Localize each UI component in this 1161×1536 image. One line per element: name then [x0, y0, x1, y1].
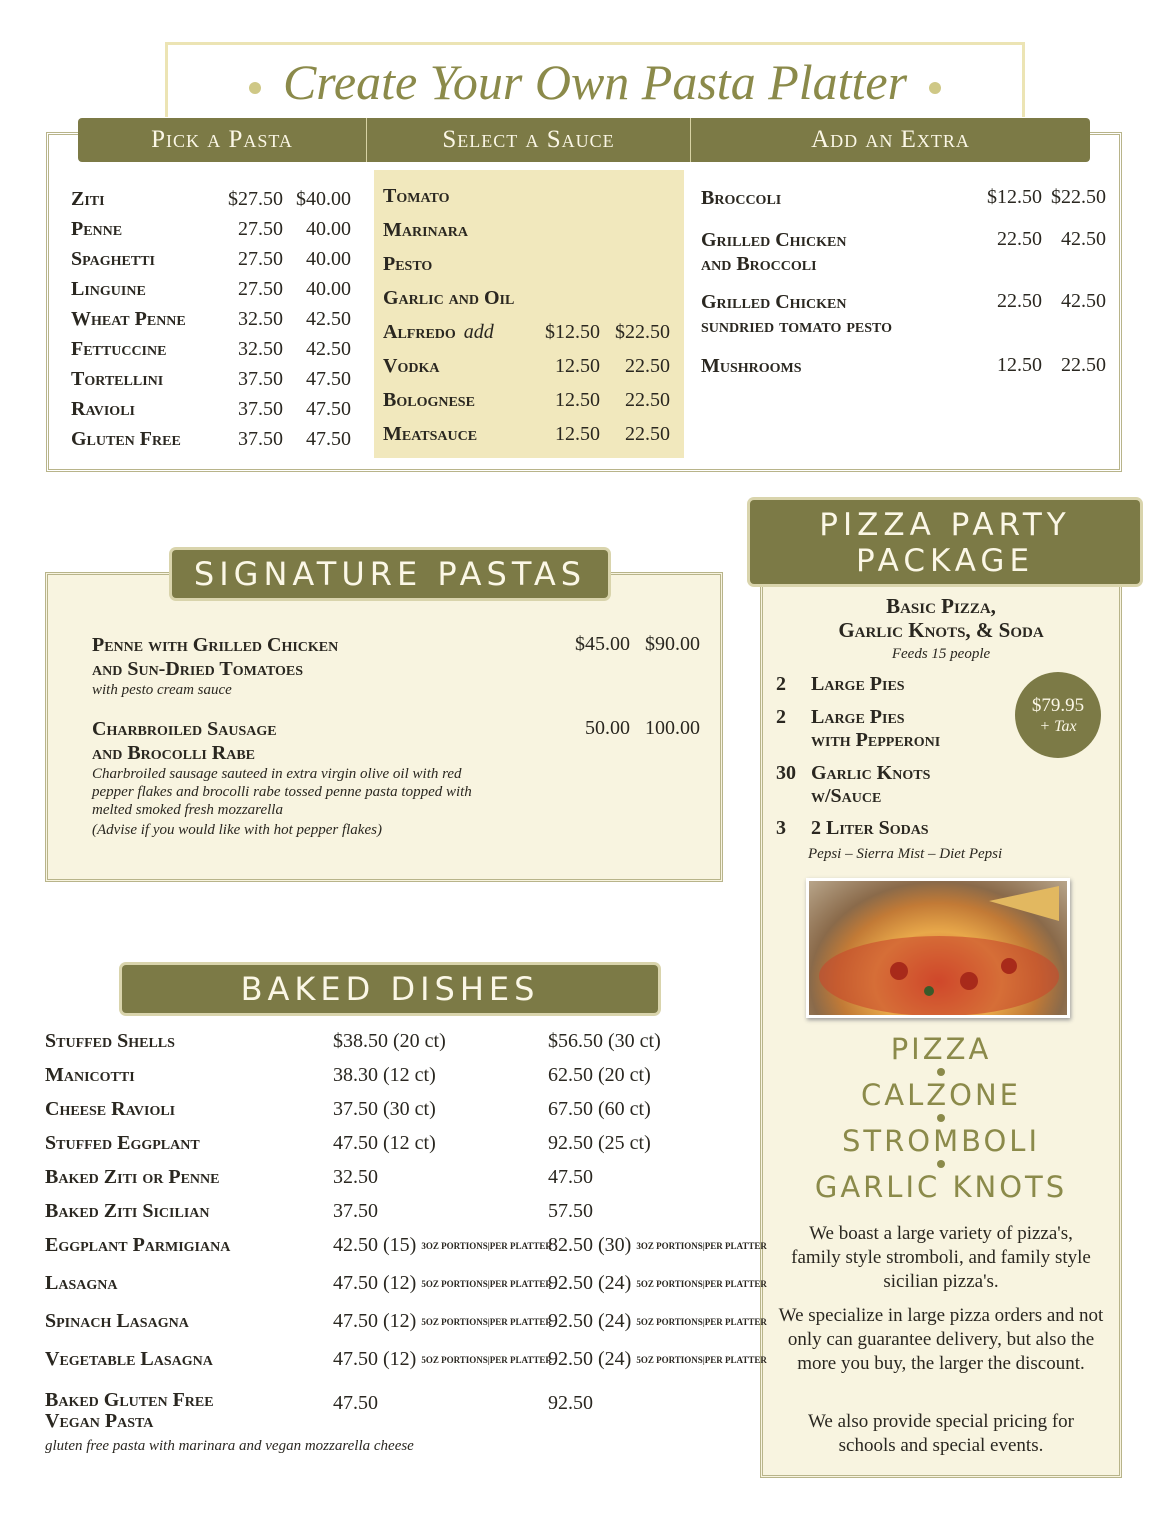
- sauce-name: [383, 355, 439, 378]
- word-stromboli: STROMBOLI: [841, 1124, 1041, 1158]
- extra-name: [701, 354, 802, 378]
- pasta-price-large: 47.50: [306, 368, 351, 390]
- price-text: $56.50 (30 ct): [548, 1030, 661, 1052]
- price-text: 67.50 (60 ct): [548, 1098, 651, 1120]
- pasta-price-large: 40.00: [306, 278, 351, 300]
- item-qty: 3: [776, 817, 786, 839]
- sauce-name: [383, 423, 477, 446]
- price-text: $38.50 (20 ct): [333, 1030, 446, 1052]
- baked-dish-name: Eggplant Parmigiana: [45, 1234, 231, 1256]
- baked-price: [333, 1200, 378, 1223]
- item-line1: Large Pies: [811, 673, 905, 695]
- item-qty: 30: [776, 762, 796, 784]
- sauce-label: Garlic and Oil: [383, 287, 515, 309]
- price-text: 92.50 (24): [548, 1348, 632, 1370]
- baked-dish-name: Manicotti: [45, 1064, 135, 1086]
- header-add-extra: Add an Extra: [690, 118, 1090, 162]
- signature-price-1: $45.00: [575, 633, 630, 655]
- sauce-price-small: 12.50: [555, 355, 600, 377]
- portion-note: 5OZ PORTIONS|PER PLATTER: [636, 1355, 767, 1366]
- baked-price: [333, 1272, 552, 1295]
- signature-price-2: 100.00: [645, 717, 700, 739]
- pizza-title-2: PACKAGE: [855, 543, 1035, 579]
- baked-price: [548, 1310, 767, 1333]
- price-text: 92.50 (24): [548, 1310, 632, 1332]
- baked-price: [548, 1098, 651, 1121]
- item-line1: Large Pies: [811, 706, 905, 728]
- bullet-icon: [937, 1114, 945, 1122]
- pasta-price-large: $40.00: [296, 188, 351, 210]
- sauce-price-small: $12.50: [545, 321, 600, 343]
- pizza-words: [760, 1032, 1122, 1204]
- portion-note: 3OZ PORTIONS|PER PLATTER: [636, 1241, 767, 1252]
- gf-name-line2: Vegan Pasta: [45, 1410, 154, 1432]
- word-calzone: CALZONE: [861, 1078, 1021, 1112]
- sauce-label: Pesto: [383, 253, 433, 275]
- price-text: 82.50 (30): [548, 1234, 632, 1256]
- sauce-panel: [374, 170, 684, 458]
- extra-line1: Mushrooms: [701, 355, 802, 377]
- pasta-price-small: 32.50: [238, 308, 283, 330]
- pizza-paragraph-2: We specialize in large pizza orders and not only can guarantee delivery, but also the more you buy, the larger the discount.: [778, 1305, 1104, 1374]
- pasta-price-large: 40.00: [306, 248, 351, 270]
- extra-price-large: 22.50: [1061, 354, 1106, 376]
- baked-price: [548, 1234, 767, 1257]
- pasta-name: Gluten Free: [71, 428, 181, 450]
- name-line1: Penne with Grilled Chicken: [92, 634, 339, 656]
- sauce-label: Meatsauce: [383, 423, 478, 445]
- baked-dish-name: Baked Ziti Sicilian: [45, 1200, 210, 1222]
- gf-price-2: 92.50: [548, 1392, 593, 1414]
- baked-price: [548, 1030, 661, 1053]
- pasta-price-large: 42.50: [306, 308, 351, 330]
- item-name: [811, 706, 940, 752]
- pasta-price-small: 27.50: [238, 248, 283, 270]
- extra-price-small: 22.50: [997, 290, 1042, 312]
- price-text: 32.50: [333, 1166, 378, 1188]
- signature-item-desc: with pesto cream sauce: [92, 682, 232, 698]
- extra-price-large: 42.50: [1061, 228, 1106, 250]
- portion-note: 5OZ PORTIONS|PER PLATTER: [636, 1317, 767, 1328]
- baked-dishes-header: BAKED DISHES: [122, 965, 658, 1013]
- signature-item-name: [92, 717, 277, 765]
- portion-note: 5OZ PORTIONS|PER PLATTER: [636, 1279, 767, 1290]
- item-line1: Garlic Knots: [811, 762, 931, 784]
- sauce-price-large: 22.50: [625, 355, 670, 377]
- baked-price: [548, 1132, 651, 1155]
- bullet-icon: [249, 82, 261, 94]
- sauce-name: [383, 185, 450, 208]
- price-text: 47.50 (12): [333, 1348, 417, 1370]
- extra-line1: Broccoli: [701, 187, 782, 209]
- header-pick-pasta: Pick a Pasta: [151, 126, 293, 153]
- pasta-price-small: 32.50: [238, 338, 283, 360]
- extra-price-small: 12.50: [997, 354, 1042, 376]
- baked-price: [333, 1348, 552, 1371]
- name-line1: Charbroiled Sausage: [92, 718, 277, 740]
- baked-price: [548, 1200, 593, 1223]
- gf-price-1: 47.50: [333, 1392, 378, 1414]
- sauce-name: [383, 321, 494, 344]
- pasta-price-large: 47.50: [306, 398, 351, 420]
- signature-item-desc: Charbroiled sausage sauteed in extra virgin olive oil with red pepper flakes and brocolli rabe tossed penne pasta topped with melted smoked fresh mozzarella: [92, 766, 472, 818]
- price-badge: [1015, 672, 1101, 758]
- extra-line1: Grilled Chicken: [701, 229, 847, 251]
- pizza-subtitle: [760, 594, 1122, 642]
- price-text: 92.50 (25 ct): [548, 1132, 651, 1154]
- baked-dish-name: Vegetable Lasagna: [45, 1348, 213, 1370]
- baked-dish-name: Spinach Lasagna: [45, 1310, 189, 1332]
- soda-options: Pepsi – Sierra Mist – Diet Pepsi: [808, 846, 1003, 862]
- item-line1: 2 Liter Sodas: [811, 817, 929, 839]
- gf-description: gluten free pasta with marinara and vegan mozzarella cheese: [45, 1438, 414, 1454]
- pasta-name: Ziti: [71, 188, 105, 210]
- pasta-name: Tortellini: [71, 368, 164, 390]
- package-price: $79.95: [1031, 695, 1085, 716]
- sauce-price-large: 22.50: [625, 423, 670, 445]
- item-qty: 2: [776, 673, 786, 695]
- bullet-icon: [929, 82, 941, 94]
- extra-name: [701, 186, 781, 210]
- pasta-price-small: 27.50: [238, 278, 283, 300]
- pasta-name: Ravioli: [71, 398, 135, 420]
- sauce-name: [383, 389, 475, 412]
- bullet-icon: [937, 1160, 945, 1168]
- price-text: 47.50 (12 ct): [333, 1132, 436, 1154]
- pasta-price-small: 37.50: [238, 428, 283, 450]
- pasta-name: Spaghetti: [71, 248, 155, 270]
- extra-price-large: $22.50: [1051, 186, 1106, 208]
- sauce-label: Vodka: [383, 355, 440, 377]
- feeds-text: Feeds 15 people: [891, 646, 991, 662]
- signature-pastas-header: SIGNATURE PASTAS: [172, 550, 608, 598]
- sauce-name: [383, 253, 432, 276]
- pizza-photo: [806, 878, 1070, 1018]
- word-garlic-knots: GARLIC KNOTS: [814, 1170, 1068, 1204]
- pasta-price-small: 37.50: [238, 368, 283, 390]
- sauce-label: Marinara: [383, 219, 468, 241]
- item-line2: w/Sauce: [811, 785, 882, 807]
- sauce-price-large: $22.50: [615, 321, 670, 343]
- baked-dish-name: Lasagna: [45, 1272, 118, 1294]
- baked-price: [548, 1166, 593, 1189]
- price-text: 92.50 (24): [548, 1272, 632, 1294]
- gf-name-line1: Baked Gluten Free: [45, 1389, 214, 1411]
- sauce-price-large: 22.50: [625, 389, 670, 411]
- sauce-price-small: 12.50: [555, 423, 600, 445]
- page-title: [227, 54, 963, 110]
- pizza-sub-2: Garlic Knots, & Soda: [838, 618, 1044, 642]
- title-text: Create Your Own Pasta Platter: [282, 54, 908, 110]
- name-line2: and Brocolli Rabe: [92, 742, 256, 764]
- extra-price-small: 22.50: [997, 228, 1042, 250]
- extra-name: [701, 228, 846, 276]
- baked-price: [333, 1030, 446, 1053]
- item-line2: with Pepperoni: [811, 729, 941, 751]
- portion-note: 5OZ PORTIONS|PER PLATTER: [421, 1279, 552, 1290]
- baked-price: [333, 1310, 552, 1333]
- signature-price-2: $90.00: [645, 633, 700, 655]
- baked-price: [333, 1098, 436, 1121]
- extra-line2: and Broccoli: [701, 253, 817, 275]
- pasta-price-large: 42.50: [306, 338, 351, 360]
- signature-item-name: [92, 633, 338, 681]
- extra-price-large: 42.50: [1061, 290, 1106, 312]
- pasta-price-small: 37.50: [238, 398, 283, 420]
- sauce-price-small: 12.50: [555, 389, 600, 411]
- baked-dish-name: Stuffed Shells: [45, 1030, 175, 1052]
- portion-note: 3OZ PORTIONS|PER PLATTER: [421, 1241, 552, 1252]
- tax-label: + Tax: [1039, 718, 1077, 735]
- portion-note: 5OZ PORTIONS|PER PLATTER: [421, 1355, 552, 1366]
- sauce-name: [383, 219, 468, 242]
- item-qty: 2: [776, 706, 786, 728]
- sauce-label: Alfredo: [383, 321, 456, 343]
- baked-dish-name: Baked Ziti or Penne: [45, 1166, 220, 1188]
- extra-price-small: $12.50: [987, 186, 1042, 208]
- price-text: 42.50 (15): [333, 1234, 417, 1256]
- baked-price: [548, 1348, 767, 1371]
- portion-note: 5OZ PORTIONS|PER PLATTER: [421, 1317, 552, 1328]
- pizza-paragraph-1: We boast a large variety of pizza's, family style stromboli, and family style sicilian pizza's.: [791, 1223, 1091, 1292]
- pasta-name: Linguine: [71, 278, 146, 300]
- extra-name: [701, 290, 892, 338]
- platter-header-band: [78, 118, 1090, 162]
- baked-dish-name: Stuffed Eggplant: [45, 1132, 200, 1154]
- pizza-party-header: [750, 500, 1140, 584]
- price-text: 38.30 (12 ct): [333, 1064, 436, 1086]
- signature-note: (Advise if you would like with hot pepper flakes): [92, 822, 382, 838]
- pizza-paragraph-3: We also provide special pricing for schools and special events.: [808, 1411, 1074, 1456]
- signature-price-1: 50.00: [585, 717, 630, 739]
- header-select-sauce: Select a Sauce: [366, 118, 690, 162]
- baked-gluten-free-name: [45, 1390, 214, 1432]
- pasta-name: Wheat Penne: [71, 308, 186, 330]
- item-name: [811, 762, 930, 808]
- extra-line2: sundried tomato pesto: [701, 315, 893, 337]
- bullet-icon: [937, 1068, 945, 1076]
- baked-price: [333, 1166, 378, 1189]
- word-pizza: PIZZA: [890, 1032, 992, 1066]
- price-text: 37.50 (30 ct): [333, 1098, 436, 1120]
- title-frame: [165, 42, 1025, 117]
- price-text: 47.50 (12): [333, 1272, 417, 1294]
- baked-price: [333, 1064, 436, 1087]
- price-text: 37.50: [333, 1200, 378, 1222]
- pasta-name: Penne: [71, 218, 123, 240]
- sauce-name: [383, 287, 514, 310]
- price-text: 57.50: [548, 1200, 593, 1222]
- baked-price: [333, 1234, 552, 1257]
- price-text: 62.50 (20 ct): [548, 1064, 651, 1086]
- sauce-label: Bolognese: [383, 389, 475, 411]
- pasta-price-large: 40.00: [306, 218, 351, 240]
- pizza-slice-icon: [809, 881, 1067, 1015]
- pizza-sub-1: Basic Pizza,: [886, 594, 996, 618]
- sauce-label: Tomato: [383, 185, 450, 207]
- baked-dish-name: Cheese Ravioli: [45, 1098, 176, 1120]
- item-name: [811, 673, 905, 696]
- item-name: [811, 817, 929, 840]
- pizza-title-1: PIZZA PARTY: [819, 507, 1071, 543]
- price-text: 47.50 (12): [333, 1310, 417, 1332]
- pasta-price-small: $27.50: [228, 188, 283, 210]
- name-line2: and Sun-Dried Tomatoes: [92, 658, 304, 680]
- pasta-price-large: 47.50: [306, 428, 351, 450]
- price-text: 47.50: [548, 1166, 593, 1188]
- baked-price: [548, 1064, 651, 1087]
- add-label: add: [463, 321, 494, 343]
- baked-price: [333, 1132, 436, 1155]
- extra-line1: Grilled Chicken: [701, 291, 847, 313]
- pasta-price-small: 27.50: [238, 218, 283, 240]
- baked-price: [548, 1272, 767, 1295]
- pasta-name: Fettuccine: [71, 338, 167, 360]
